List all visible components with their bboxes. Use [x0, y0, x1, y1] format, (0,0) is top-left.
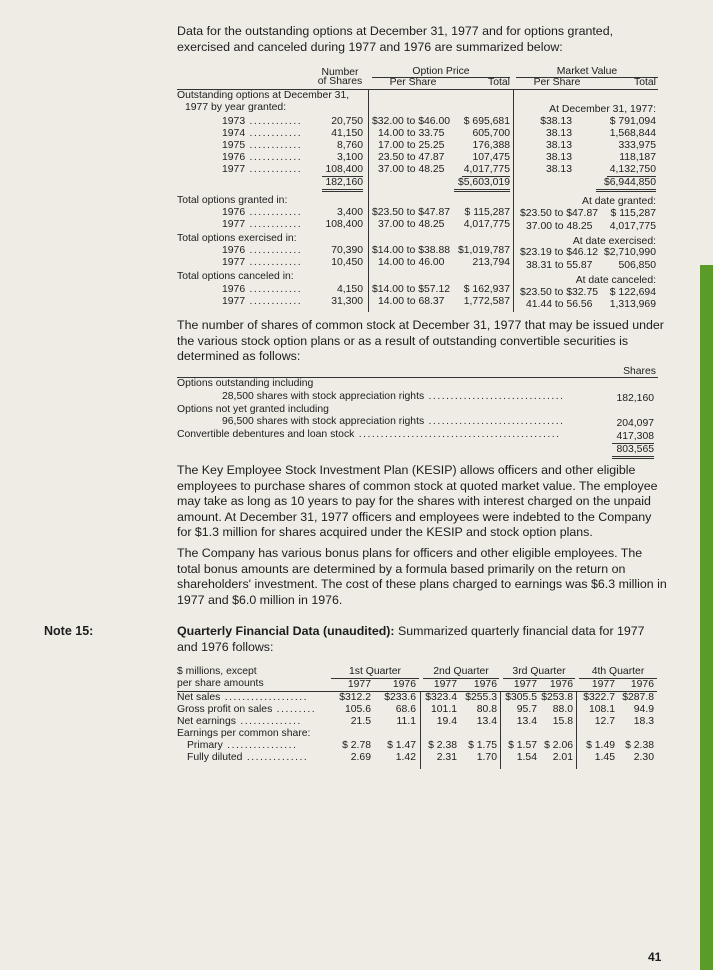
- row-year: 1976: [222, 152, 246, 163]
- year-header: 1976: [630, 679, 654, 690]
- note-15-title: Quarterly Financial Data (unaudited):: [177, 624, 395, 638]
- note-15-title-rest: Summarized quarterly financial data for 1977 and 1976 follows:: [177, 624, 645, 654]
- cell: $ 1.47: [387, 740, 416, 751]
- cell: $233.6: [384, 692, 416, 703]
- shares-row-label: Options not yet granted including: [177, 404, 329, 415]
- row-total: 4,017,775: [463, 219, 510, 230]
- quarter-header: 2nd Quarter: [433, 666, 489, 677]
- row-shares: 70,390: [331, 245, 363, 256]
- row-label: Net sales: [177, 692, 221, 703]
- row-mv-price: 38.31 to 55.87: [526, 260, 593, 271]
- row-price: $14.00 to $38.88: [372, 245, 451, 256]
- page-number: 41: [648, 950, 662, 964]
- cell: 19.4: [436, 716, 457, 727]
- row-mv-price: 38.13: [545, 164, 572, 175]
- row-label: Primary: [187, 740, 223, 751]
- green-edge-bar: [700, 265, 713, 970]
- unit-label-2: per share amounts: [177, 678, 264, 689]
- shares-header: Shares: [623, 366, 656, 377]
- row-mv-total: 1,313,969: [609, 299, 656, 310]
- hdr-option-price: Option Price: [412, 66, 470, 77]
- hdr-mv-total: Total: [634, 77, 656, 88]
- year-header: 1977: [591, 679, 615, 690]
- row-price: 14.00 to 68.37: [378, 296, 445, 307]
- exercised-mv-title: At date exercised:: [572, 236, 656, 247]
- row-total: 4,017,775: [463, 164, 510, 175]
- row-mv-total: 506,850: [618, 260, 656, 271]
- shares-total: 803,565: [612, 444, 654, 459]
- cell: 11.1: [396, 716, 416, 727]
- cell: 105.6: [344, 704, 371, 715]
- cell: 2.31: [436, 752, 457, 763]
- shares-row-label: 28,500 shares with stock appreciation rights: [222, 391, 425, 402]
- cell: 1.42: [395, 752, 416, 763]
- row-year: 1976: [222, 284, 246, 295]
- cell: 2.30: [633, 752, 654, 763]
- cell: $ 1.49: [586, 740, 615, 751]
- cell: $ 2.78: [342, 740, 371, 751]
- granted-mv-title: At date granted:: [582, 196, 656, 207]
- row-shares: 31,300: [331, 296, 363, 307]
- row-label: Fully diluted: [187, 752, 243, 763]
- year-header: 1976: [392, 679, 416, 690]
- year-header: 1977: [513, 679, 537, 690]
- row-price: 14.00 to 46.00: [378, 257, 445, 268]
- hdr-number: Number: [321, 67, 359, 78]
- outstanding-total-value: $5,603,019: [454, 177, 510, 192]
- cell: 80.8: [476, 704, 497, 715]
- row-price: $32.00 to $46.00: [372, 116, 451, 127]
- row-total: $ 695,681: [463, 116, 510, 127]
- hdr-mv-per-share: Per Share: [533, 77, 581, 88]
- row-mv-price: $38.13: [540, 116, 572, 127]
- row-mv-total: 333,975: [618, 140, 656, 151]
- hdr-total: Total: [488, 77, 510, 88]
- row-mv-total: 4,017,775: [609, 221, 656, 232]
- shares-row-label: Options outstanding including: [177, 378, 314, 389]
- row-shares: 8,760: [336, 140, 363, 151]
- row-mv-total: $ 791,094: [609, 116, 656, 127]
- row-price: 37.00 to 48.25: [378, 164, 445, 175]
- cell: 2.69: [350, 752, 371, 763]
- row-price: 14.00 to 33.75: [378, 128, 445, 139]
- row-mv-price: 37.00 to 48.25: [526, 221, 593, 232]
- hdr-of-shares: of Shares: [317, 76, 363, 87]
- granted-label: Total options granted in:: [177, 195, 288, 206]
- bonus-paragraph: The Company has various bonus plans for officers and other eligible employees. The total bonus amounts are determined by a formula based primarily on the return on shareholders' investment. The cost of these plans charged to earnings was $6.3 million in 1977 and $6.0 million in 1976.: [177, 546, 667, 607]
- cell: 1.70: [476, 752, 497, 763]
- row-total: $ 115,287: [464, 207, 510, 218]
- intro-paragraph: Data for the outstanding options at December 31, 1977 and for options granted, exercised and canceled during 1977 and 1976 are summarized below:: [177, 24, 614, 54]
- row-shares: 108,400: [325, 219, 363, 230]
- unit-label-1: $ millions, except: [177, 666, 257, 677]
- cell: 2.01: [552, 752, 573, 763]
- cell: 95.7: [516, 704, 537, 715]
- row-mv-price: 38.13: [545, 140, 572, 151]
- cell: $305.5: [505, 692, 537, 703]
- row-total: 1,772,587: [463, 296, 510, 307]
- quarter-header: 1st Quarter: [349, 666, 401, 677]
- row-mv-total: 1,568,844: [609, 128, 656, 139]
- cell: $323.4: [425, 692, 457, 703]
- cell: $ 2.38: [428, 740, 457, 751]
- hdr-per-share: Per Share: [389, 77, 437, 88]
- row-label: Earnings per common share:: [177, 728, 311, 739]
- row-year: 1974: [222, 128, 246, 139]
- cell: $ 2.38: [625, 740, 654, 751]
- row-mv-price: 38.13: [545, 152, 572, 163]
- row-price: $14.00 to $57.12: [372, 284, 451, 295]
- row-year: 1975: [222, 140, 246, 151]
- exercised-label: Total options exercised in:: [177, 233, 297, 244]
- row-shares: 10,450: [331, 257, 363, 268]
- row-year: 1973: [222, 116, 246, 127]
- cell: $312.2: [339, 692, 371, 703]
- cell: 108.1: [588, 704, 615, 715]
- row-mv-total: $ 115,287: [610, 208, 656, 219]
- cell: 13.4: [476, 716, 497, 727]
- row-mv-total: $2,710,990: [603, 247, 656, 258]
- row-price: 37.00 to 48.25: [378, 219, 445, 230]
- cell: $ 2.06: [544, 740, 573, 751]
- row-mv-total: 118,187: [619, 152, 656, 163]
- cell: 1.54: [516, 752, 537, 763]
- row-price: $23.50 to $47.87: [372, 207, 451, 218]
- row-year: 1977: [222, 164, 246, 175]
- row-label: Net earnings: [177, 716, 236, 727]
- quarter-header: 4th Quarter: [591, 666, 645, 677]
- row-total: 176,388: [472, 140, 510, 151]
- row-mv-price: 41.44 to 56.56: [526, 299, 593, 310]
- quarter-header: 3rd Quarter: [512, 666, 566, 677]
- cell: 18.3: [633, 716, 654, 727]
- row-total: $ 162,937: [463, 284, 510, 295]
- outstanding-mv-title: At December 31, 1977:: [549, 104, 656, 115]
- outstanding-label-2: 1977 by year granted:: [185, 102, 287, 113]
- cell: $255.3: [465, 692, 497, 703]
- row-total: $1,019,787: [457, 245, 510, 256]
- row-price: 23.50 to 47.87: [378, 152, 445, 163]
- shares-row-label: 96,500 shares with stock appreciation rights: [222, 416, 425, 427]
- row-total: 213,794: [472, 257, 510, 268]
- cell: 88.0: [552, 704, 573, 715]
- cell: 13.4: [516, 716, 537, 727]
- cell: $ 1.57: [508, 740, 537, 751]
- row-mv-total: $ 122,694: [609, 287, 656, 298]
- row-shares: 3,100: [336, 152, 363, 163]
- canceled-label: Total options canceled in:: [177, 271, 294, 282]
- year-header: 1977: [347, 679, 371, 690]
- cell: 1.45: [594, 752, 615, 763]
- row-label: Gross profit on sales: [177, 704, 273, 715]
- row-shares: 41,150: [331, 128, 363, 139]
- row-year: 1977: [222, 296, 246, 307]
- cell: $ 1.75: [468, 740, 497, 751]
- cell: 101.1: [430, 704, 457, 715]
- canceled-mv-title: At date canceled:: [575, 275, 656, 286]
- cell: $253.8: [541, 692, 573, 703]
- row-year: 1977: [222, 219, 246, 230]
- row-shares: 4,150: [336, 284, 363, 295]
- note-15-heading: [177, 624, 667, 655]
- row-shares: 20,750: [331, 116, 363, 127]
- shares-row-value: 417,308: [612, 431, 654, 444]
- cell: 12.7: [594, 716, 615, 727]
- row-mv-price: $23.50 to $32.75: [520, 287, 599, 298]
- year-header: 1976: [473, 679, 497, 690]
- row-year: 1977: [222, 257, 246, 268]
- shares-paragraph: The number of shares of common stock at December 31, 1977 that may be issued under the various stock option plans or as a result of outstanding convertible securities is determined as follows:: [177, 318, 664, 364]
- note-15-label: Note 15:: [44, 624, 94, 638]
- cell: $322.7: [583, 692, 615, 703]
- shares-row-label: Convertible debentures and loan stock: [177, 429, 355, 440]
- shares-row-value: 182,160: [616, 393, 654, 404]
- row-year: 1976: [222, 245, 246, 256]
- cell: 94.9: [633, 704, 654, 715]
- row-total: 605,700: [472, 128, 510, 139]
- cell: $287.8: [622, 692, 654, 703]
- row-mv-price: 38.13: [545, 128, 572, 139]
- row-mv-total: 4,132,750: [607, 164, 656, 177]
- row-year: 1976: [222, 207, 246, 218]
- row-total: 107,475: [472, 152, 510, 163]
- cell: 21.5: [350, 716, 371, 727]
- cell: 68.6: [395, 704, 416, 715]
- outstanding-label-1: Outstanding options at December 31,: [177, 90, 350, 101]
- hdr-market-value: Market Value: [556, 66, 618, 77]
- year-header: 1977: [433, 679, 457, 690]
- row-price: 17.00 to 25.25: [378, 140, 445, 151]
- row-mv-price: $23.50 to $47.87: [520, 208, 599, 219]
- row-shares: 3,400: [336, 207, 363, 218]
- kesip-paragraph: The Key Employee Stock Investment Plan (KESIP) allows officers and other eligible employees to purchase shares of common stock at quoted market value. The employee may take as long as 10 years to pay for the shares with interest charged on the unpaid amount. At December 31, 1977 officers and employees were indebted to the Company for $1.3 million for shares acquired under the KESIP and stock option plans.: [177, 463, 658, 540]
- year-header: 1976: [549, 679, 573, 690]
- outstanding-total-mv: $6,944,850: [596, 177, 656, 192]
- outstanding-total-shares: 182,160: [322, 177, 363, 192]
- row-shares: 108,400: [322, 164, 363, 177]
- shares-row-value: 204,097: [616, 418, 654, 429]
- cell: 15.8: [552, 716, 573, 727]
- row-mv-price: $23.19 to $46.12: [520, 247, 599, 258]
